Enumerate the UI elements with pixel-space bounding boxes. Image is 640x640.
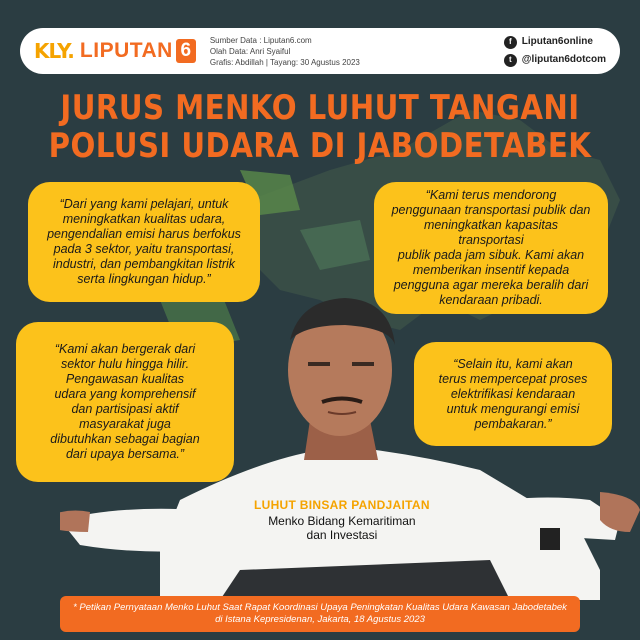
- quote-text-4: “Selain itu, kami akan terus mempercepat proses elektrifikasi kendaraan untuk mengurangi emisi pembakaran.”: [438, 356, 588, 431]
- quote-bubble-1: [28, 182, 260, 302]
- person-caption: [254, 498, 430, 542]
- title-line-2: POLUSI UDARA DI JABODETABEK: [48, 126, 592, 166]
- data-line: Olah Data: Anri Syaiful: [209, 46, 291, 56]
- header-bar: [20, 28, 620, 74]
- twitter-link[interactable]: [504, 51, 606, 69]
- liputan-wordmark: LIPUTAN: [79, 39, 173, 62]
- title-line-1: JURUS MENKO LUHUT TANGANI: [60, 88, 580, 128]
- person-name: LUHUT BINSAR PANDJAITAN: [254, 498, 430, 512]
- quote-text-3: “Kami akan bergerak dari sektor hulu hingga hilir. Pengawasan kualitas udara yang komprehensif dan partisipasi aktif masyarakat juga dibutuhkan sebagai bagian dari upaya bersama.”: [50, 342, 200, 461]
- quote-bubble-4: [414, 342, 612, 446]
- graphic-line: Grafis: Abdillah | Tayang: 30 Agustus 2023: [209, 57, 360, 67]
- facebook-link[interactable]: [504, 33, 606, 51]
- twitter-handle: @liputan6dotcom: [521, 54, 606, 65]
- social-links: [504, 33, 606, 69]
- liputan6-logo[interactable]: [34, 39, 196, 63]
- credits-block: [210, 35, 400, 68]
- footer-note: [60, 596, 580, 632]
- kly-logo: KLY.: [34, 39, 74, 63]
- source-line: Sumber Data : Liputan6.com: [209, 35, 312, 45]
- facebook-handle: Liputan6online: [521, 36, 593, 47]
- quote-text-1: “Dari yang kami pelajari, untuk meningkatkan kualitas udara, pengendalian emisi harus berfokus pada 3 sektor, yaitu transportasi, industri, dan pembangkitan listrik serta lingkungan hidup.”: [47, 197, 241, 286]
- quote-text-2: “Kami terus mendorong penggunaan transportasi publik dan meningkatkan kapasitas transportasi publik pada jam sibuk. Kami akan memberikan insentif kepada pengguna agar mereka beralih dari kendaraan pribadi.: [391, 188, 591, 307]
- quote-bubble-2: [374, 182, 608, 314]
- twitter-icon: t: [504, 54, 517, 67]
- quote-bubble-3: [16, 322, 234, 482]
- facebook-icon: f: [504, 36, 517, 49]
- footer-note-text: * Petikan Pernyataan Menko Luhut Saat Rapat Koordinasi Upaya Peningkatan Kualitas Udara Kawasan Jabodetabek di Istana Kepresidenan, Jakarta, 18 Agustus 2023: [73, 602, 567, 625]
- logo-six-badge: 6: [176, 39, 196, 63]
- person-role: Menko Bidang Kemaritiman dan Investasi: [268, 514, 416, 542]
